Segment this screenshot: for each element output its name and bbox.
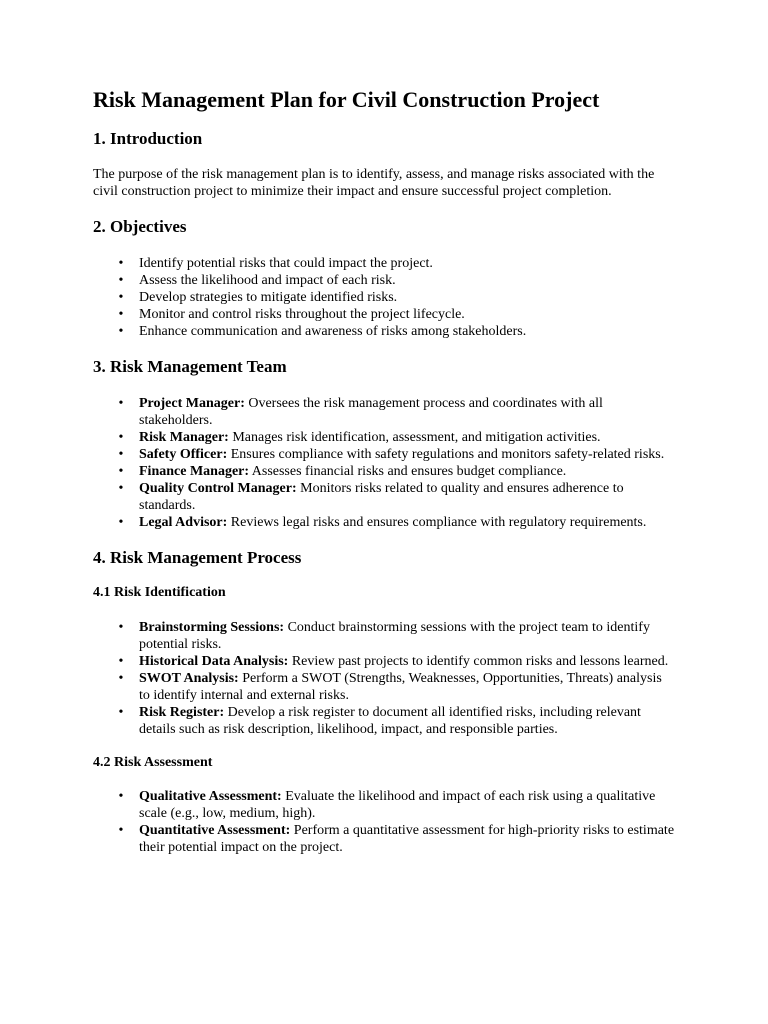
item-lead: Brainstorming Sessions: <box>139 620 285 635</box>
bullet-icon: • <box>118 671 124 686</box>
list-item <box>118 272 676 289</box>
item-text: Manages risk identification, assessment, and mitigation activities. <box>228 430 601 445</box>
list-item <box>118 704 676 738</box>
item-text: Review past projects to identify common risks and lessons learned. <box>288 654 669 669</box>
item-text: Perform a quantitative assessment for high-priority risks to estimate their potential impact on the project. <box>139 823 675 855</box>
list-item <box>118 514 676 531</box>
list-item <box>118 822 676 856</box>
item-text: Evaluate the likelihood and impact of each risk using a qualitative scale (e.g., low, medium, high). <box>139 789 656 821</box>
item-lead: Legal Advisor: <box>139 515 228 530</box>
item-lead: Safety Officer: <box>139 447 228 462</box>
list-item <box>118 323 676 340</box>
item-lead: SWOT Analysis: <box>139 671 239 686</box>
identification-subheading: 4.1 Risk Identification <box>93 585 226 600</box>
objective-text: Identify potential risks that could impact the project. <box>139 256 433 271</box>
bullet-icon: • <box>118 464 124 479</box>
list-item <box>118 255 676 272</box>
bullet-icon: • <box>118 396 124 411</box>
item-lead: Risk Register: <box>139 705 225 720</box>
team-list <box>93 395 676 531</box>
assessment-list <box>93 788 676 856</box>
item-text: Monitors risks related to quality and ensures adherence to standards. <box>139 481 624 513</box>
list-item <box>118 306 676 323</box>
item-lead: Historical Data Analysis: <box>139 654 289 669</box>
list-item <box>118 480 676 514</box>
item-text: Reviews legal risks and ensures compliance with regulatory requirements. <box>227 515 647 530</box>
item-lead: Quantitative Assessment: <box>139 823 291 838</box>
bullet-icon: • <box>118 430 124 445</box>
objectives-heading: 2. Objectives <box>93 217 187 236</box>
item-text: Oversees the risk management process and coordinates with all stakeholders. <box>139 396 603 428</box>
bullet-icon: • <box>118 481 124 496</box>
list-item <box>118 446 676 463</box>
bullet-icon: • <box>118 789 124 804</box>
objective-text: Develop strategies to mitigate identified risks. <box>139 290 398 305</box>
list-item <box>118 670 676 704</box>
item-lead: Finance Manager: <box>139 464 250 479</box>
bullet-icon: • <box>118 823 124 838</box>
list-item <box>118 619 676 653</box>
list-item <box>118 788 676 822</box>
item-lead: Project Manager: <box>139 396 245 411</box>
bullet-icon: • <box>118 290 124 305</box>
item-text: Assesses financial risks and ensures budget compliance. <box>249 464 567 479</box>
item-text: Perform a SWOT (Strengths, Weaknesses, Opportunities, Threats) analysis to identify internal and external risks. <box>139 671 662 703</box>
objective-text: Enhance communication and awareness of risks among stakeholders. <box>139 324 527 339</box>
introduction-paragraph: The purpose of the risk management plan is to identify, assess, and manage risks associated with the civil construction project to minimize their impact and ensure successful project completion. <box>93 167 655 199</box>
bullet-icon: • <box>118 324 124 339</box>
item-lead: Qualitative Assessment: <box>139 789 282 804</box>
bullet-icon: • <box>118 273 124 288</box>
objective-text: Monitor and control risks throughout the project lifecycle. <box>139 307 465 322</box>
item-text: Conduct brainstorming sessions with the project team to identify potential risks. <box>139 620 650 652</box>
bullet-icon: • <box>118 307 124 322</box>
item-text: Develop a risk register to document all identified risks, including relevant details such as risk description, likelihood, impact, and responsible parties. <box>139 705 641 737</box>
document-title: Risk Management Plan for Civil Construction Project <box>93 87 600 112</box>
bullet-icon: • <box>118 515 124 530</box>
list-item <box>118 395 676 429</box>
list-item <box>118 463 676 480</box>
introduction-heading: 1. Introduction <box>93 129 203 148</box>
identification-list <box>93 619 676 738</box>
bullet-icon: • <box>118 654 124 669</box>
objectives-list <box>93 255 676 340</box>
bullet-icon: • <box>118 447 124 462</box>
bullet-icon: • <box>118 705 124 720</box>
process-heading: 4. Risk Management Process <box>93 548 302 567</box>
list-item <box>118 653 676 670</box>
bullet-icon: • <box>118 256 124 271</box>
assessment-subheading: 4.2 Risk Assessment <box>93 755 213 770</box>
team-heading: 3. Risk Management Team <box>93 357 287 376</box>
item-text: Ensures compliance with safety regulations and monitors safety-related risks. <box>227 447 665 462</box>
objective-text: Assess the likelihood and impact of each risk. <box>139 273 396 288</box>
list-item <box>118 429 676 446</box>
item-lead: Risk Manager: <box>139 430 229 445</box>
bullet-icon: • <box>118 620 124 635</box>
list-item <box>118 289 676 306</box>
item-lead: Quality Control Manager: <box>139 481 297 496</box>
